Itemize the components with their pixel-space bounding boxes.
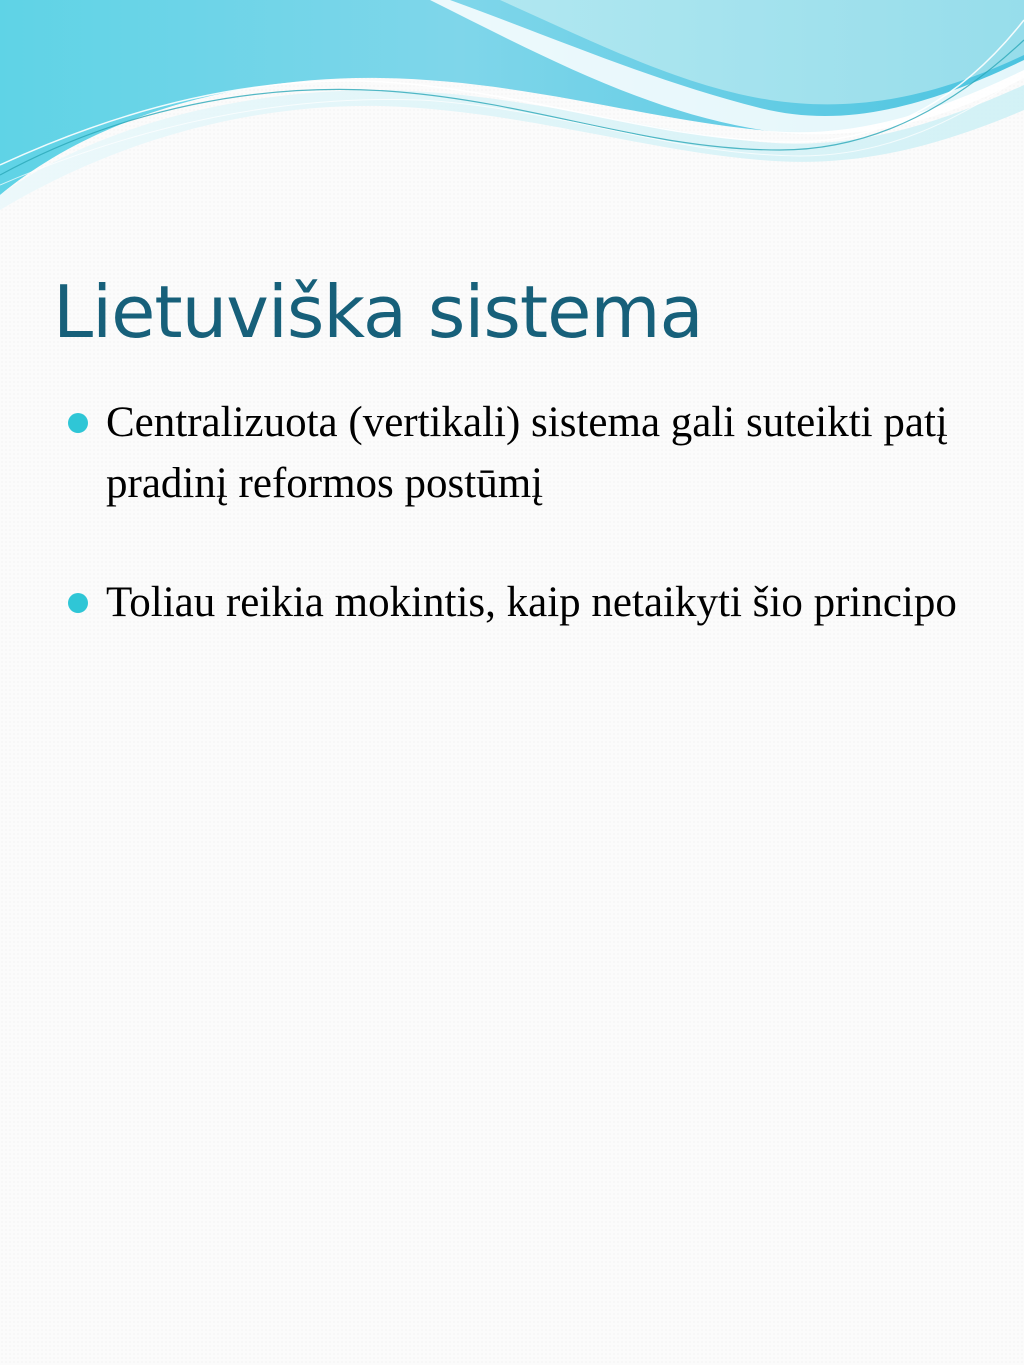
- bullet-text: Centralizuota (vertikali) sistema gali suteikti patį pradinį reformos postūmį: [106, 399, 948, 507]
- bullet-item: [66, 572, 986, 633]
- slide-title: Lietuviška sistema: [53, 270, 703, 354]
- bullet-list: [66, 392, 986, 691]
- bullet-item: [66, 392, 986, 514]
- bullet-dot-icon: [68, 413, 88, 433]
- bullet-dot-icon: [68, 593, 88, 613]
- header-wave-decoration: [0, 0, 1024, 210]
- bullet-text: Toliau reikia mokintis, kaip netaikyti šio principo: [106, 579, 957, 626]
